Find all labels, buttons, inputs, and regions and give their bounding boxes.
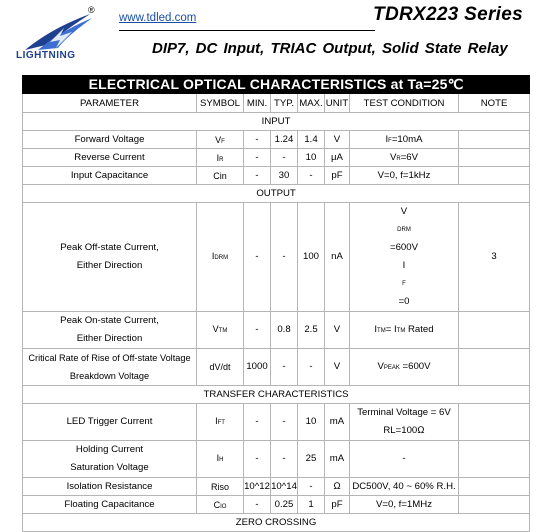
series-title: TDRX223 Series [373,4,523,25]
symbol-cell: VTM [197,312,244,349]
symbol-cell: IR [197,149,244,167]
unit-cell: V [325,349,350,386]
website-link[interactable]: www.tdled.com [119,12,197,24]
max-cell: - [298,349,325,386]
param-cell: Peak On-state Current, Either Direction [23,312,197,349]
unit-cell: nA [325,203,350,312]
param-cell: Forward Voltage [23,131,197,149]
condition-cell: VR=6V [350,149,459,167]
max-cell: - [298,478,325,496]
typ-cell: 10^14 [271,478,298,496]
min-cell: 10^12 [244,478,271,496]
note-cell [459,312,530,349]
min-cell: - [244,131,271,149]
unit-cell: pF [325,496,350,514]
unit-cell: V [325,131,350,149]
col-header-parameter: PARAMETER [23,94,197,113]
section-transfer: TRANSFER CHARACTERISTICS [23,386,530,404]
registered-mark: ® [88,5,95,15]
condition-cell: DC500V, 40 ~ 60% R.H. [350,478,459,496]
max-cell: 1.4 [298,131,325,149]
typ-cell: 0.25 [271,496,298,514]
param-cell: Peak Off-state Current, Either Direction [23,203,197,312]
table-band-title: ELECTRICAL OPTICAL CHARACTERISTICS at Ta=25℃ [23,76,530,94]
typ-cell: 30 [271,167,298,185]
header-rule [119,30,375,31]
product-subtitle: DIP7, DC Input, TRIAC Output, Solid State Relay [152,40,508,57]
min-cell: - [244,167,271,185]
condition-cell: ITM= ITM Rated [350,312,459,349]
col-header-test-condition: TEST CONDITION [350,94,459,113]
note-cell [459,404,530,441]
typ-cell: 1.24 [271,131,298,149]
max-cell: 10 [298,404,325,441]
table-row [23,478,530,496]
min-cell: 1000 [244,349,271,386]
condition-cell: IF=10mA [350,131,459,149]
section-input: INPUT [23,113,530,131]
table-row [23,349,530,386]
table-row [23,312,530,349]
unit-cell: pF [325,167,350,185]
unit-cell: mA [325,404,350,441]
max-cell: 1 [298,496,325,514]
min-cell: - [244,496,271,514]
condition-cell: VPEAK =600V [350,349,459,386]
col-header-symbol: SYMBOL [197,94,244,113]
lightning-logo [14,6,114,66]
note-cell [459,441,530,478]
note-cell [459,149,530,167]
unit-cell: Ω [325,478,350,496]
condition-cell: V=0, f=1kHz [350,167,459,185]
unit-cell: mA [325,441,350,478]
typ-cell: - [271,349,298,386]
note-cell: 3 [459,203,530,312]
table-header-row [23,94,530,113]
col-header-unit: UNIT [325,94,350,113]
note-cell [459,167,530,185]
condition-cell: - [350,441,459,478]
note-cell [459,349,530,386]
typ-cell: - [271,149,298,167]
max-cell: 2.5 [298,312,325,349]
param-cell: Critical Rate of Rise of Off-state Voltage Breakdown Voltage [23,349,197,386]
note-cell [459,131,530,149]
min-cell: - [244,149,271,167]
lightning-bolt-icon [20,10,100,52]
col-header-min: MIN. [244,94,271,113]
table-row [23,167,530,185]
symbol-cell: IFT [197,404,244,441]
note-cell [459,478,530,496]
param-cell: Holding Current Saturation Voltage [23,441,197,478]
table-row [23,203,530,312]
note-cell [459,496,530,514]
condition-cell: Terminal Voltage = 6V RL=100Ω [350,404,459,441]
brand-name: LIGHTNING [16,50,76,61]
typ-cell: 0.8 [271,312,298,349]
symbol-cell: VF [197,131,244,149]
symbol-cell: dV/dt [197,349,244,386]
symbol-cell: CIO [197,496,244,514]
symbol-cell: Cin [197,167,244,185]
typ-cell: - [271,441,298,478]
typ-cell: - [271,404,298,441]
unit-cell: μA [325,149,350,167]
param-cell: Reverse Current [23,149,197,167]
condition-cell: V=0, f=1MHz [350,496,459,514]
max-cell: 100 [298,203,325,312]
section-zero-crossing: ZERO CROSSING [23,514,530,532]
col-header-typ: TYP. [271,94,298,113]
condition-cell: V DRM =600V I F =0 [350,203,459,312]
param-cell: Input Capacitance [23,167,197,185]
param-cell: Floating Capacitance [23,496,197,514]
col-header-note: NOTE [459,94,530,113]
symbol-cell: Riso [197,478,244,496]
table-row [23,404,530,441]
col-header-max: MAX. [298,94,325,113]
param-cell: Isolation Resistance [23,478,197,496]
unit-cell: V [325,312,350,349]
table-row [23,149,530,167]
min-cell: - [244,404,271,441]
typ-cell: - [271,203,298,312]
table-row [23,496,530,514]
table-row [23,131,530,149]
max-cell: 10 [298,149,325,167]
min-cell: - [244,203,271,312]
electrical-optical-table [22,75,530,532]
max-cell: - [298,167,325,185]
section-output: OUTPUT [23,185,530,203]
table-row [23,441,530,478]
max-cell: 25 [298,441,325,478]
min-cell: - [244,312,271,349]
param-cell: LED Trigger Current [23,404,197,441]
symbol-cell: IDRM [197,203,244,312]
symbol-cell: IH [197,441,244,478]
min-cell: - [244,441,271,478]
